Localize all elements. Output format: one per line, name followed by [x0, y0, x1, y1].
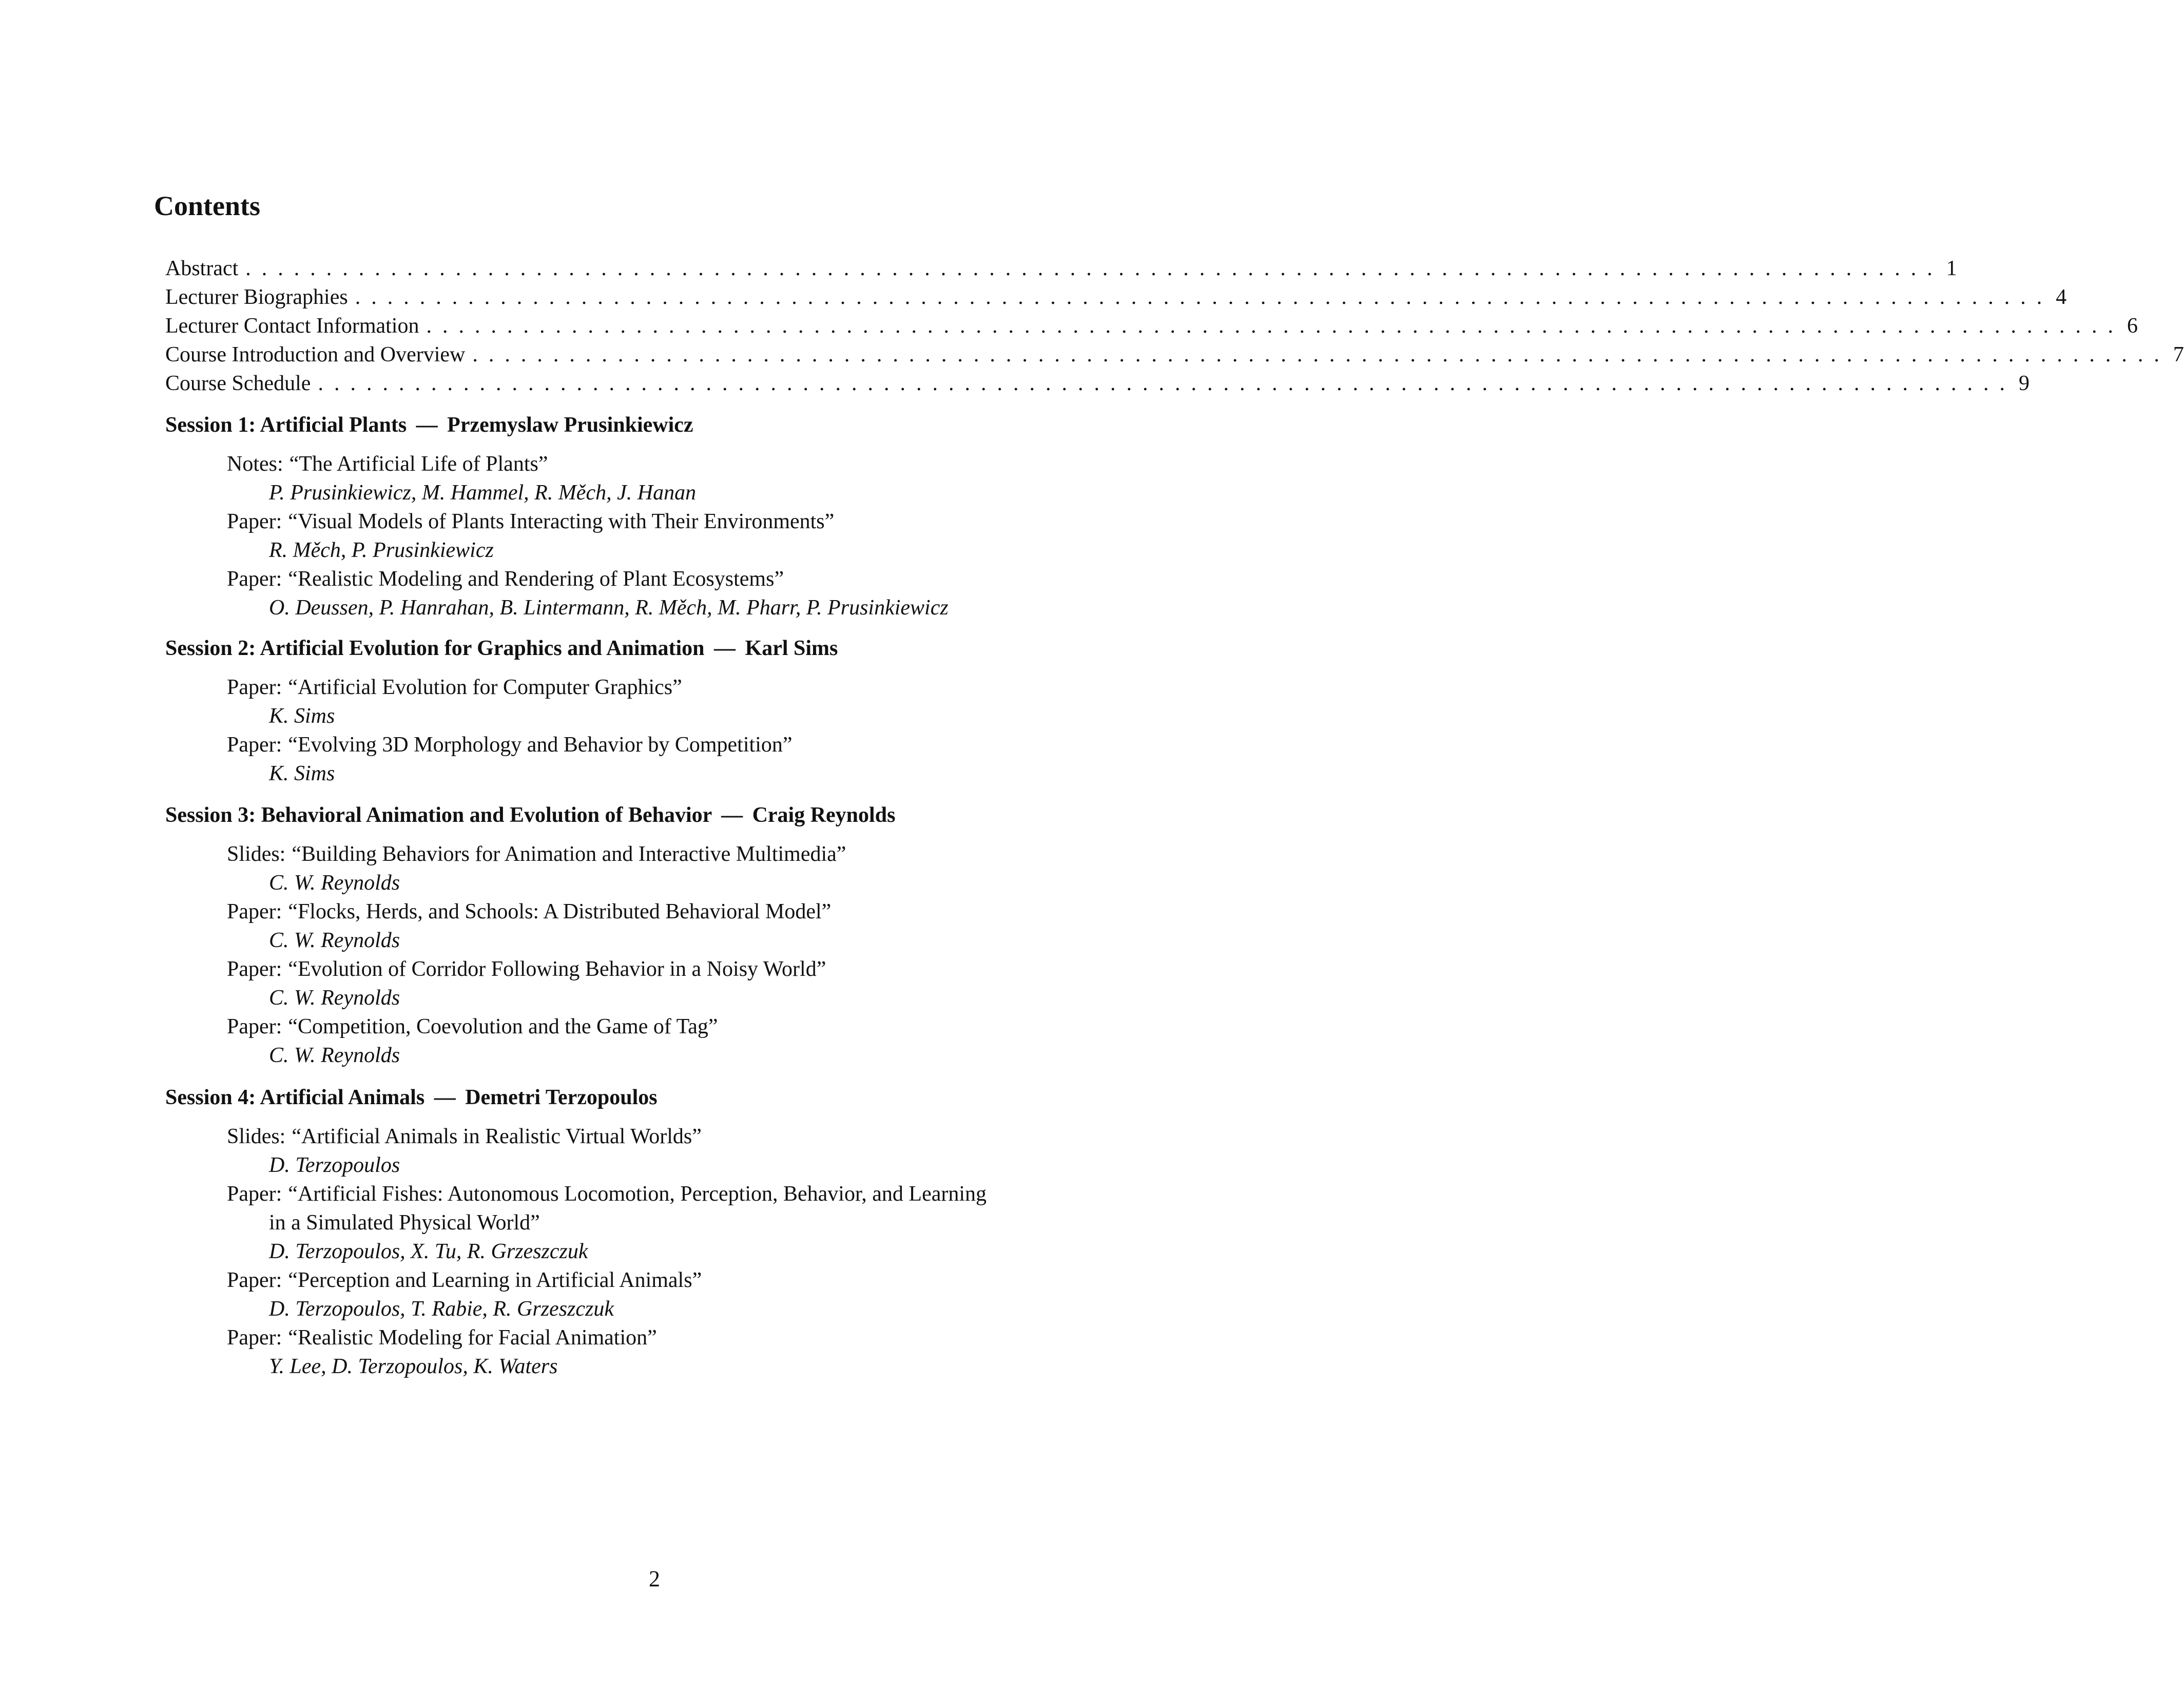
item-kind: Paper: [227, 676, 282, 699]
session-heading [165, 634, 1166, 663]
session-1 [165, 411, 1166, 622]
session-separator: — [714, 637, 736, 660]
item-title: “Competition, Coevolution and the Game of Tag” [288, 1015, 718, 1038]
list-item [227, 955, 1166, 1012]
toc-entry-abstract[interactable] [165, 254, 1957, 283]
item-authors: D. Terzopoulos [269, 1153, 400, 1177]
item-title: “Artificial Evolution for Computer Graphics” [288, 676, 682, 699]
toc-entry-page: 6 [2127, 314, 2138, 338]
item-title: “Evolution of Corridor Following Behavior in a Noisy World” [288, 957, 826, 981]
item-authors: Y. Lee, D. Terzopoulos, K. Waters [269, 1355, 558, 1378]
session-lecturer: Demetri Terzopoulos [465, 1086, 658, 1109]
item-kind: Paper: [227, 1015, 282, 1038]
list-item [227, 507, 1166, 565]
item-authors: P. Prusinkiewicz, M. Hammel, R. Měch, J. Hanan [269, 481, 697, 505]
dot-leader: ......................................................................................................... [355, 285, 2053, 309]
session-topic: Behavioral Animation and Evolution of Behavior [261, 803, 712, 827]
toc-entry-page: 1 [1946, 257, 1957, 280]
list-item [227, 897, 1166, 955]
item-title: “Evolving 3D Morphology and Behavior by Competition” [288, 733, 793, 757]
item-title: “Building Behaviors for Animation and Interactive Multimedia” [292, 842, 846, 866]
list-item [227, 730, 1166, 788]
list-item [227, 450, 1166, 507]
toc-entry-label: Lecturer Biographies [165, 285, 348, 309]
item-authors: K. Sims [269, 704, 335, 728]
session-2 [165, 634, 1166, 788]
item-kind: Paper: [227, 900, 282, 923]
item-authors: C. W. Reynolds [269, 1044, 400, 1067]
dot-leader: ......................................................................................................... [318, 372, 2016, 395]
item-authors: C. W. Reynolds [269, 986, 400, 1010]
toc-entry-label: Course Introduction and Overview [165, 343, 466, 367]
page-number: 2 [649, 1566, 660, 1591]
session-4 [165, 1083, 1166, 1381]
item-authors: K. Sims [269, 762, 335, 785]
table-of-contents [165, 254, 2184, 398]
item-kind: Paper: [227, 510, 282, 533]
list-item [227, 673, 1166, 730]
session-heading [165, 411, 1166, 439]
session-label: Session 4: [165, 1086, 256, 1109]
item-title: “Artificial Animals in Realistic Virtual Worlds” [292, 1125, 702, 1148]
item-kind: Paper: [227, 733, 282, 757]
item-title-continuation: in a Simulated Physical World” [269, 1211, 540, 1235]
item-title: “Artificial Fishes: Autonomous Locomotion, Perception, Behavior, and Learning [288, 1182, 987, 1206]
item-title: “Perception and Learning in Artificial Animals” [288, 1268, 702, 1292]
session-3 [165, 801, 1166, 1070]
item-kind: Paper: [227, 567, 282, 591]
item-authors: D. Terzopoulos, X. Tu, R. Grzeszczuk [269, 1240, 588, 1263]
session-separator: — [416, 413, 438, 437]
toc-entry-label: Abstract [165, 257, 239, 280]
dot-leader: ......................................................................................................... [426, 314, 2124, 338]
session-heading [165, 1083, 1166, 1112]
session-lecturer: Przemyslaw Prusinkiewicz [447, 413, 693, 437]
item-authors: C. W. Reynolds [269, 871, 400, 895]
item-kind: Slides: [227, 1125, 286, 1148]
item-authors: R. Měch, P. Prusinkiewicz [269, 538, 494, 562]
session-lecturer: Craig Reynolds [752, 803, 896, 827]
session-label: Session 1: [165, 413, 256, 437]
item-title: “Realistic Modeling for Facial Animation” [288, 1326, 657, 1350]
item-title: “Visual Models of Plants Interacting with Their Environments” [288, 510, 835, 533]
list-item [227, 840, 1166, 897]
dot-leader: ......................................................................................................... [245, 257, 1943, 280]
item-kind: Paper: [227, 1182, 282, 1206]
item-authors: C. W. Reynolds [269, 929, 400, 952]
session-topic: Artificial Plants [260, 413, 407, 437]
toc-entry-page: 7 [2173, 343, 2184, 367]
list-item [227, 1012, 1166, 1070]
list-item [227, 1323, 1166, 1381]
toc-entry-course-schedule[interactable] [165, 369, 2030, 398]
toc-entry-page: 4 [2056, 285, 2067, 309]
item-title: “Flocks, Herds, and Schools: A Distributed Behavioral Model” [288, 900, 832, 923]
toc-entry-page: 9 [2018, 372, 2030, 395]
list-item [227, 565, 1166, 622]
item-kind: Paper: [227, 957, 282, 981]
item-kind: Slides: [227, 842, 286, 866]
session-label: Session 2: [165, 637, 256, 660]
session-heading [165, 801, 1166, 830]
item-kind: Paper: [227, 1326, 282, 1350]
toc-entry-label: Course Schedule [165, 372, 311, 395]
toc-entry-label: Lecturer Contact Information [165, 314, 419, 338]
session-lecturer: Karl Sims [745, 637, 838, 660]
toc-entry-lecturer-contact[interactable] [165, 312, 2138, 340]
item-authors: D. Terzopoulos, T. Rabie, R. Grzeszczuk [269, 1297, 614, 1321]
item-authors: O. Deussen, P. Hanrahan, B. Lintermann, R. Měch, M. Pharr, P. Prusinkiewicz [269, 596, 949, 620]
item-title: “Realistic Modeling and Rendering of Plant Ecosystems” [288, 567, 784, 591]
list-item [227, 1266, 1166, 1323]
toc-entry-course-introduction[interactable] [165, 340, 2184, 369]
session-topic: Artificial Evolution for Graphics and Animation [260, 637, 705, 660]
item-kind: Notes: [227, 452, 283, 476]
session-separator: — [721, 803, 743, 827]
list-item [227, 1180, 1166, 1266]
toc-entry-lecturer-biographies[interactable] [165, 283, 2067, 312]
page-title: Contents [154, 190, 261, 221]
session-separator: — [434, 1086, 456, 1109]
dot-leader: ......................................................................................................... [472, 343, 2170, 367]
item-title: “The Artificial Life of Plants” [289, 452, 548, 476]
item-kind: Paper: [227, 1268, 282, 1292]
session-topic: Artificial Animals [260, 1086, 425, 1109]
list-item [227, 1122, 1166, 1180]
session-label: Session 3: [165, 803, 256, 827]
